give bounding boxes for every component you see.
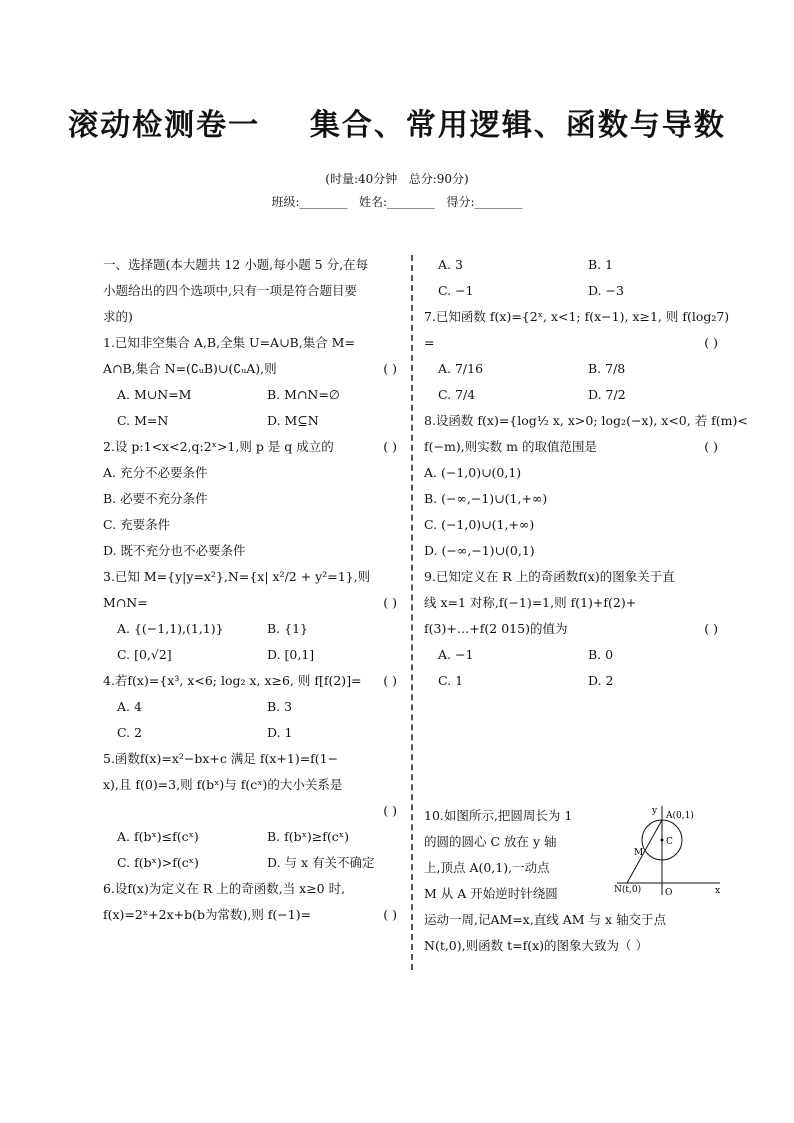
question-text: 8.设函数 f(x)={log½ x, x>0; log₂(−x), x<0, 若 f(m)< [424,413,748,428]
left-line [103,824,399,850]
answer-bracket: ( ) [383,361,397,376]
option: D. M⊆N [267,413,319,428]
left-line [103,330,399,356]
option: A. M∪N=M [117,387,192,402]
right-line [424,460,720,486]
page-title: 滚动检测卷一 集合、常用逻辑、函数与导数 [68,108,726,143]
answer-bracket: ( ) [383,673,397,688]
right-line [424,330,720,356]
left-line [103,356,399,382]
left-line [103,902,399,928]
option: B. M∩N=∅ [267,387,340,402]
option: C. 2 [117,725,143,740]
option: D. 7/2 [588,387,626,402]
question-text: 4.若f(x)={x³, x<6; log₂ x, x≥6, 则 f[f(2)]= [103,673,362,688]
left-line [103,668,399,694]
right-line [424,278,720,304]
answer-bracket: ( ) [704,335,718,350]
option: B. f(bˣ)≥f(cˣ) [267,829,349,844]
right-line [424,304,730,330]
q10-line: N(t,0),则函数 t=f(x)的图象大致为（ ） [424,938,648,953]
left-line [103,460,399,486]
x-label: x [715,886,721,896]
left-line [103,512,399,538]
left-line [103,434,399,460]
option: A. −1 [438,647,474,662]
question-text: 2.设 p:1<x<2,q:2ˣ>1,则 p 是 q 成立的 [103,439,334,454]
option: A. 7/16 [438,361,484,376]
question-text: B. (−∞,−1)∪(1,+∞) [424,491,548,506]
question-text: C. (−1,0)∪(1,+∞) [424,517,535,532]
answer-bracket: ( ) [704,621,718,636]
left-column [103,252,399,928]
option: D. 与 x 有关不确定 [267,855,375,870]
option: A. 3 [438,257,463,272]
question-text: D. (−∞,−1)∪(0,1) [424,543,535,558]
option: C. −1 [438,283,474,298]
right-line [424,252,720,278]
answer-bracket: ( ) [704,439,718,454]
question-text: B. 必要不充分条件 [103,491,208,506]
left-line [103,590,399,616]
right-line [424,564,720,590]
exam-meta: (时量:40分钟 总分:90分) [325,172,469,186]
right-line [424,512,720,538]
question-text: 求的) [103,309,133,324]
question-text: 5.函数f(x)=x²−bx+c 满足 f(x+1)=f(1− [103,751,339,766]
option: B. 1 [588,257,614,272]
right-column [424,252,748,694]
q10-line: 的圆的圆心 C 放在 y 轴 [424,834,557,849]
right-line [424,668,720,694]
q10-line: M 从 A 开始逆时针绕圆 [424,886,558,901]
left-line [103,564,399,590]
question-text: 7.已知函数 f(x)={2ˣ, x<1; f(x−1), x≥1, 则 f(log₂7) [424,309,730,324]
answer-bracket: ( ) [383,439,397,454]
question-text: D. 既不充分也不必要条件 [103,543,246,558]
right-line [424,590,720,616]
left-line [103,694,399,720]
point-n-label: N(t,0) [614,885,642,895]
question-text: 1.已知非空集合 A,B,全集 U=A∪B,集合 M= [103,335,355,350]
center-point [661,839,664,842]
option: B. {1} [267,621,308,636]
question-text: C. 充要条件 [103,517,171,532]
question-text: 6.设f(x)为定义在 R 上的奇函数,当 x≥0 时, [103,881,346,896]
question-text: 一、选择题(本大题共 12 小题,每小题 5 分,在每 [103,257,369,272]
answer-bracket: ( ) [383,803,397,818]
left-line [103,850,399,876]
right-line [424,642,720,668]
left-line [103,876,399,902]
right-line [424,434,720,460]
answer-bracket: ( ) [383,907,397,922]
option: B. 3 [267,699,293,714]
answer-bracket: ( ) [383,595,397,610]
right-line [424,616,720,642]
left-line [103,616,399,642]
option: A. 4 [117,699,142,714]
right-line [424,538,720,564]
option: C. f(bˣ)>f(cˣ) [117,855,199,870]
right-line [424,356,720,382]
left-line [103,382,399,408]
question-text: M∩N= [103,595,148,610]
question-text: A. 充分不必要条件 [103,465,208,480]
question-text: f(−m),则实数 m 的取值范围是 [424,439,597,454]
question-text: 小题给出的四个选项中,只有一项是符合题目要 [103,283,357,298]
option: B. 0 [588,647,614,662]
question-text: 3.已知 M={y|y=x²},N={x| x²/2 + y²=1},则 [103,569,371,584]
center-label: C [666,837,673,847]
left-line [103,538,399,564]
left-line [103,746,399,772]
question-text: 9.已知定义在 R 上的奇函数f(x)的图象关于直 [424,569,675,584]
question-text: = [424,335,435,350]
right-line [424,408,748,434]
origin-label: O [665,888,673,898]
option: D. −3 [588,283,624,298]
question-text: x),且 f(0)=3,则 f(bˣ)与 f(cˣ)的大小关系是 [103,777,343,792]
q10-line: 上,顶点 A(0,1),一动点 [424,860,550,875]
point-m-label: M [634,848,644,858]
right-line [424,382,720,408]
option: C. 7/4 [438,387,476,402]
option: B. 7/8 [588,361,626,376]
circle-figure [612,803,722,898]
option: C. [0,√2] [117,647,172,662]
question-text: 线 x=1 对称,f(−1)=1,则 f(1)+f(2)+ [424,595,637,610]
left-line [103,798,399,824]
left-line [103,720,399,746]
left-line [103,278,399,304]
option: C. 1 [438,673,464,688]
option: D. 1 [267,725,293,740]
right-line [424,486,720,512]
option: A. f(bˣ)≤f(cˣ) [117,829,199,844]
option: A. {(−1,1),(1,1)} [117,621,224,636]
left-line [103,304,399,330]
option: C. M=N [117,413,169,428]
question-text: f(3)+…+f(2 015)的值为 [424,621,568,636]
left-line [103,486,399,512]
student-fields: 班级:________ 姓名:________ 得分:________ [271,195,523,209]
question-text: A∩B,集合 N=(∁ᵤB)∪(∁ᵤA),则 [103,361,277,376]
left-line [103,252,399,278]
y-label: y [652,806,658,816]
left-line [103,642,399,668]
point-a-label: A(0,1) [666,811,694,821]
left-line [103,408,399,434]
question-text: A. (−1,0)∪(0,1) [424,465,522,480]
option: D. [0,1] [267,647,315,662]
q10-line: 10.如图所示,把圆周长为 1 [424,808,573,823]
question-text: f(x)=2ˣ+2x+b(b为常数),则 f(−1)= [103,907,312,922]
q10-line: 运动一周,记AM=x,直线 AM 与 x 轴交于点 [424,912,667,927]
left-line [103,772,399,798]
option: D. 2 [588,673,614,688]
